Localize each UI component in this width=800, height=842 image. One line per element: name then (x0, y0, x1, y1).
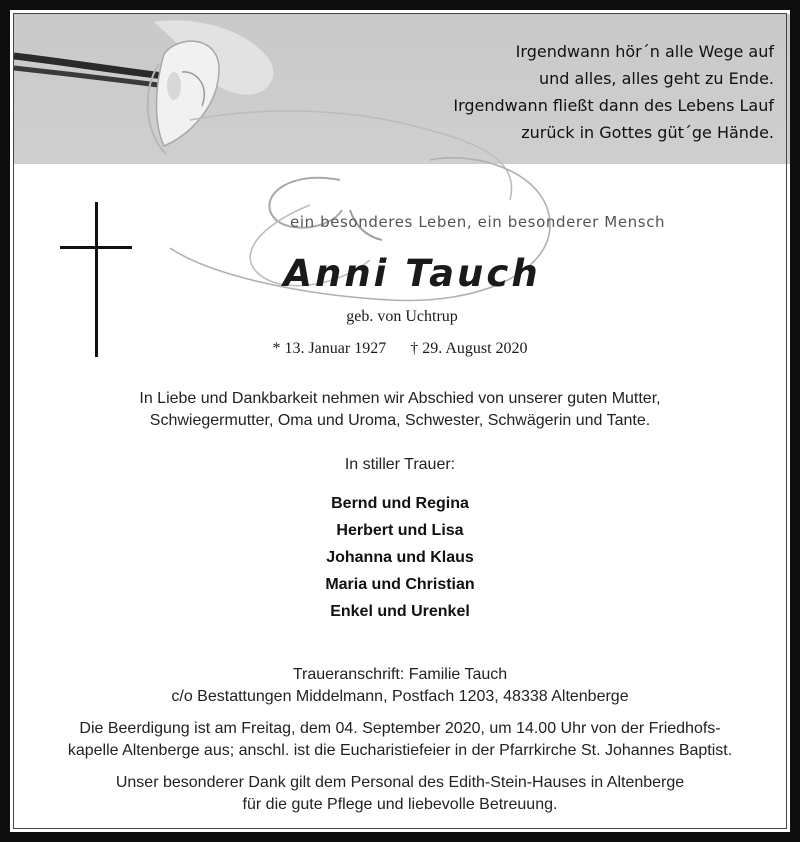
thanks-text (10, 772, 790, 816)
thanks-line: für die gute Pflege und liebevolle Betreuung. (242, 796, 558, 813)
poem-line: und alles, alles geht zu Ende. (539, 69, 774, 88)
calla-lily-image (14, 14, 334, 164)
intro-line: Schwiegermutter, Oma und Uroma, Schwester, Schwägerin und Tante. (149, 412, 651, 429)
poem (453, 38, 774, 146)
death-date: † 29. August 2020 (410, 340, 528, 357)
mourners-label: In stiller Trauer: (344, 456, 456, 473)
mourner-entry: Herbert und Lisa (336, 522, 464, 539)
birth-date: * 13. Januar 1927 (272, 340, 387, 357)
address-line: c/o Bestattungen Middelmann, Postfach 1203, 48338 Altenberge (171, 688, 629, 705)
header-banner (14, 14, 790, 164)
mourning-address (10, 664, 790, 708)
mourner-entry: Enkel und Urenkel (330, 603, 470, 620)
funeral-line: Die Beerdigung ist am Freitag, dem 04. September 2020, um 14.00 Uhr von der Friedhofs- (79, 720, 721, 737)
thanks-line: Unser besonderer Dank gilt dem Personal des Edith-Stein-Hauses in Altenberge (115, 774, 685, 791)
funeral-details (10, 718, 790, 762)
mourner-entry: Johanna und Klaus (326, 549, 474, 566)
mourner-entry: Bernd und Regina (331, 495, 469, 512)
birth-name-text: geb. von Uchtrup (346, 308, 458, 325)
birth-name (10, 308, 790, 326)
mourners-list (10, 490, 790, 625)
intro-text (10, 388, 790, 432)
poem-line: Irgendwann fließt dann des Lebens Lauf (453, 96, 774, 115)
life-dates (10, 340, 790, 358)
poem-line: zurück in Gottes güt´ge Hände. (521, 123, 774, 142)
deceased-name-text: Anni Tauch (283, 252, 541, 295)
funeral-line: kapelle Altenberge aus; anschl. ist die Eucharistiefeier in der Pfarrkirche St. Johannes Baptist. (67, 742, 733, 759)
deceased-name (10, 252, 790, 295)
poem-line: Irgendwann hör´n alle Wege auf (515, 42, 774, 61)
address-line: Traueranschrift: Familie Tauch (292, 666, 508, 683)
intro-line: In Liebe und Dankbarkeit nehmen wir Abschied von unserer guten Mutter, (139, 390, 661, 407)
tagline: ein besonderes Leben, ein besonderer Mensch (290, 213, 666, 231)
mourner-entry: Maria und Christian (325, 576, 475, 593)
